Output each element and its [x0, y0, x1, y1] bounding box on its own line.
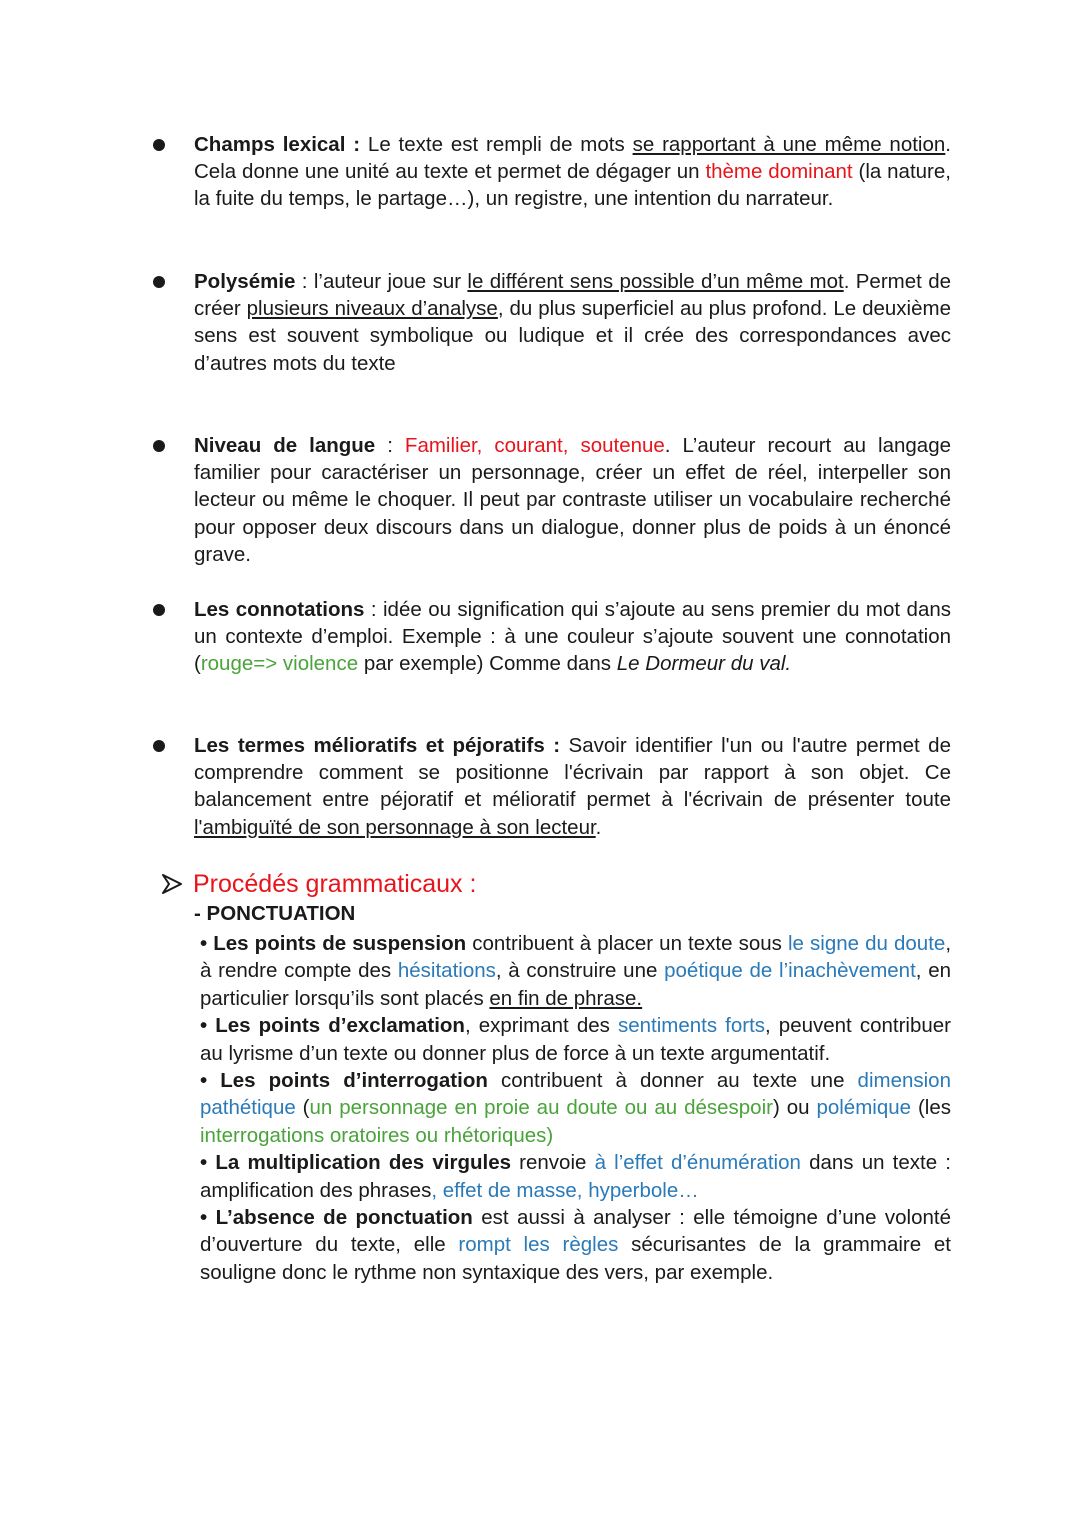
- bullet-icon: [153, 276, 165, 288]
- text: : idée ou signification qui s’ajoute au sens premier du mot dans un contexte d’emploi. Exemple : à une couleur s’ajoute souvent une connotation (: [194, 598, 951, 676]
- highlight-green: interrogations oratoires ou rhétoriques: [200, 1123, 547, 1147]
- paragraph: [194, 268, 951, 377]
- list-item-exclamation: [194, 1012, 951, 1067]
- text: , à rendre compte des: [200, 932, 952, 983]
- highlight-blue: le signe du doute: [787, 932, 946, 955]
- text: ) ou: [772, 1096, 817, 1120]
- paragraph: [194, 131, 951, 213]
- term-label: • L’absence de ponctuation: [200, 1206, 473, 1230]
- heading-text: Procédés grammaticaux :: [193, 870, 477, 898]
- bullet-icon: [153, 440, 165, 452]
- underlined-text: se rapportant à une même notion: [632, 133, 946, 156]
- term-label: • Les points de suspension: [200, 932, 467, 955]
- text: , exprimant des: [464, 1014, 618, 1038]
- term-label: Niveau de langue: [194, 434, 376, 457]
- text: dans un texte : amplification des phrases: [200, 1151, 951, 1202]
- section-heading: [161, 868, 476, 900]
- text: ): [546, 1123, 554, 1147]
- text: : l’auteur joue sur: [295, 270, 468, 293]
- text: est aussi à analyser : elle témoigne d’une volonté d’ouverture du texte, elle: [200, 1206, 952, 1257]
- term-label: • Les points d’interrogation: [200, 1069, 488, 1093]
- list-item-virgules: [194, 1149, 951, 1204]
- highlight-blue: poétique de l’inachèvement: [664, 959, 916, 983]
- text: sécurisantes de la grammaire et souligne donc le rythme non syntaxique des vers, par exemple.: [200, 1233, 951, 1284]
- text: (: [295, 1096, 310, 1120]
- paragraph: [194, 432, 951, 568]
- text: , du plus superficiel au plus profond. Le deuxième sens est souvent symbolique ou ludique et il crée des correspondances avec d’autres mots du texte: [194, 297, 951, 375]
- highlight-green: rouge=> violence: [200, 652, 359, 676]
- text: contribuent à placer un texte sous: [466, 932, 788, 955]
- text: . Cela donne une unité au texte et permet de dégager un: [194, 133, 951, 184]
- text: renvoie: [511, 1151, 595, 1175]
- highlight-blue: polémique: [816, 1096, 912, 1120]
- underlined-text: le différent sens possible d’un même mot: [467, 270, 844, 293]
- arrow-icon: [161, 873, 183, 895]
- bullet-icon: [153, 740, 165, 752]
- highlight-blue: rompt les règles: [458, 1233, 619, 1257]
- text: :: [375, 434, 405, 457]
- text: (la nature, la fuite du temps, le partage…), un registre, une intention du narrateur.: [194, 160, 951, 211]
- text: , à construire une: [495, 959, 665, 983]
- text: , en particulier lorsqu’ils sont placés: [200, 959, 952, 1010]
- highlight-blue: hésitations: [397, 959, 496, 983]
- term-label: Champs lexical :: [194, 133, 361, 156]
- text: . Permet de créer: [194, 270, 951, 321]
- bullet-icon: [153, 139, 165, 151]
- list-item-suspension: [194, 930, 951, 1012]
- underlined-text: plusieurs niveaux d’analyse: [246, 297, 498, 321]
- paragraph: [194, 732, 951, 841]
- text: contribuent à donner au texte une: [487, 1069, 858, 1093]
- list-item-absence: [194, 1204, 951, 1286]
- list-item-interrogation: [194, 1067, 951, 1149]
- term-label: • Les points d’exclamation: [200, 1014, 465, 1038]
- highlight-red: thème dominant: [705, 160, 853, 184]
- underlined-text: l'ambiguïté de son personnage à son lecteur: [194, 815, 596, 839]
- grammar-list: [194, 930, 951, 1286]
- highlight-green: un personnage en proie au doute ou au désespoir: [309, 1096, 773, 1120]
- paragraph: [194, 596, 951, 678]
- highlight-blue: dimension pathétique: [200, 1069, 951, 1120]
- highlight-blue: , effet de masse, hyperbole…: [431, 1178, 699, 1202]
- term-label: Les connotations: [194, 598, 365, 621]
- underlined-text: en fin de phrase.: [489, 986, 643, 1010]
- italic-title: Le Dormeur du val.: [616, 652, 792, 676]
- bullet-icon: [153, 604, 165, 616]
- text: .: [595, 815, 602, 839]
- term-label: Les termes mélioratifs et péjoratifs :: [194, 734, 561, 757]
- highlight-blue: sentiments forts: [617, 1014, 766, 1038]
- term-label: • La multiplication des virgules: [200, 1151, 511, 1175]
- subheading: - PONCTUATION: [194, 902, 356, 925]
- text: , peuvent contribuer au lyrisme d’un texte ou donner plus de force à un texte argumentatif.: [200, 1014, 951, 1065]
- text: par exemple) Comme dans: [358, 652, 617, 676]
- highlight-red: Familier, courant, soutenue: [404, 434, 665, 457]
- text: Le texte est rempli de mots: [360, 133, 633, 156]
- text: (les: [911, 1096, 951, 1120]
- highlight-blue: à l’effet d’énumération: [594, 1151, 801, 1175]
- term-label: Polysémie: [194, 270, 296, 293]
- text: Savoir identifier l'un ou l'autre permet de comprendre comment se positionne l'écrivain par rapport à son objet. Ce balancement entre péjoratif et mélioratif permet à l'écrivain de présenter toute: [194, 734, 951, 812]
- text: . L’auteur recourt au langage familier pour caractériser un personnage, créer un effet de réel, interpeller son lecteur ou même le choquer. Il peut par contraste utiliser un vocabulaire recherché pour opposer deux discours dans un dialogue, donner plus de poids à un énoncé grave.: [194, 434, 951, 566]
